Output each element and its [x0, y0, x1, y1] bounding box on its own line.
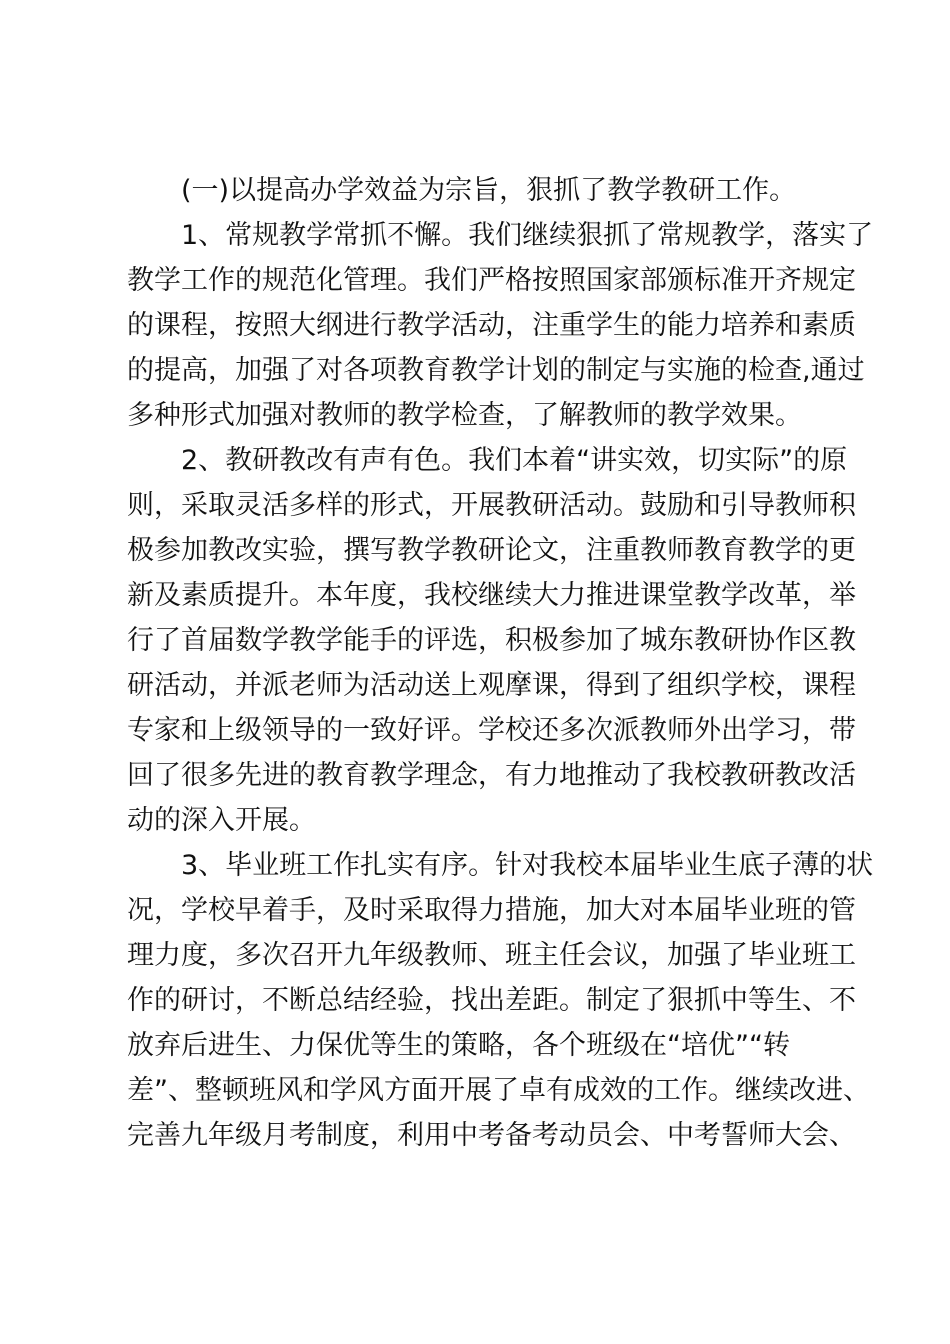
- paragraph-1-line: 的提高，加强了对各项教育教学计划的制定与实施的检查,通过: [127, 355, 865, 386]
- paragraph-1-line: 的课程，按照大纲进行教学活动，注重学生的能力培养和素质: [127, 310, 856, 341]
- paragraph-3-line: 作的研讨，不断总结经验，找出差距。制定了狠抓中等生、不: [127, 985, 856, 1016]
- paragraph-2-line: 极参加教改实验，撰写教学教研论文，注重教师教育教学的更: [127, 535, 856, 566]
- paragraph-1-line: 1、常规教学常抓不懈。我们继续狠抓了常规教学，落实了: [181, 220, 874, 251]
- paragraph-3-line: 况，学校早着手，及时采取得力措施，加大对本届毕业班的管: [127, 895, 856, 926]
- paragraph-2-line: 2、教研教改有声有色。我们本着“讲实效，切实际”的原: [181, 445, 848, 476]
- paragraph-2-line: 研活动，并派老师为活动送上观摩课，得到了组织学校，课程: [127, 670, 856, 701]
- paragraph-3-line: 3、毕业班工作扎实有序。针对我校本届毕业生底子薄的状: [181, 850, 874, 881]
- paragraph-2-line: 行了首届数学教学能手的评选，积极参加了城东教研协作区教: [127, 625, 856, 656]
- paragraph-2-line: 动的深入开展。: [127, 805, 316, 836]
- paragraph-1-line: 多种形式加强对教师的教学检查，了解教师的教学效果。: [127, 400, 802, 431]
- paragraph-2-line: 新及素质提升。本年度，我校继续大力推进课堂教学改革，举: [127, 580, 856, 611]
- paragraph-3-line: 差”、整顿班风和学风方面开展了卓有成效的工作。继续改进、: [127, 1075, 870, 1106]
- section-heading: (一)以提高办学效益为宗旨，狠抓了教学教研工作。: [181, 175, 797, 206]
- paragraph-1-line: 教学工作的规范化管理。我们严格按照国家部颁标准开齐规定: [127, 265, 856, 296]
- document-body: [127, 168, 874, 1158]
- paragraph-2-line: 回了很多先进的教育教学理念，有力地推动了我校教研教改活: [127, 760, 856, 791]
- paragraph-2-line: 则，采取灵活多样的形式，开展教研活动。鼓励和引导教师积: [127, 490, 856, 521]
- paragraph-3-line: 放弃后进生、力保优等生的策略，各个班级在“培优”“转: [127, 1030, 790, 1061]
- paragraph-2-line: 专家和上级领导的一致好评。学校还多次派教师外出学习，带: [127, 715, 856, 746]
- paragraph-3-line: 理力度，多次召开九年级教师、班主任会议，加强了毕业班工: [127, 940, 856, 971]
- paragraph-3-line: 完善九年级月考制度，利用中考备考动员会、中考誓师大会、: [127, 1120, 856, 1151]
